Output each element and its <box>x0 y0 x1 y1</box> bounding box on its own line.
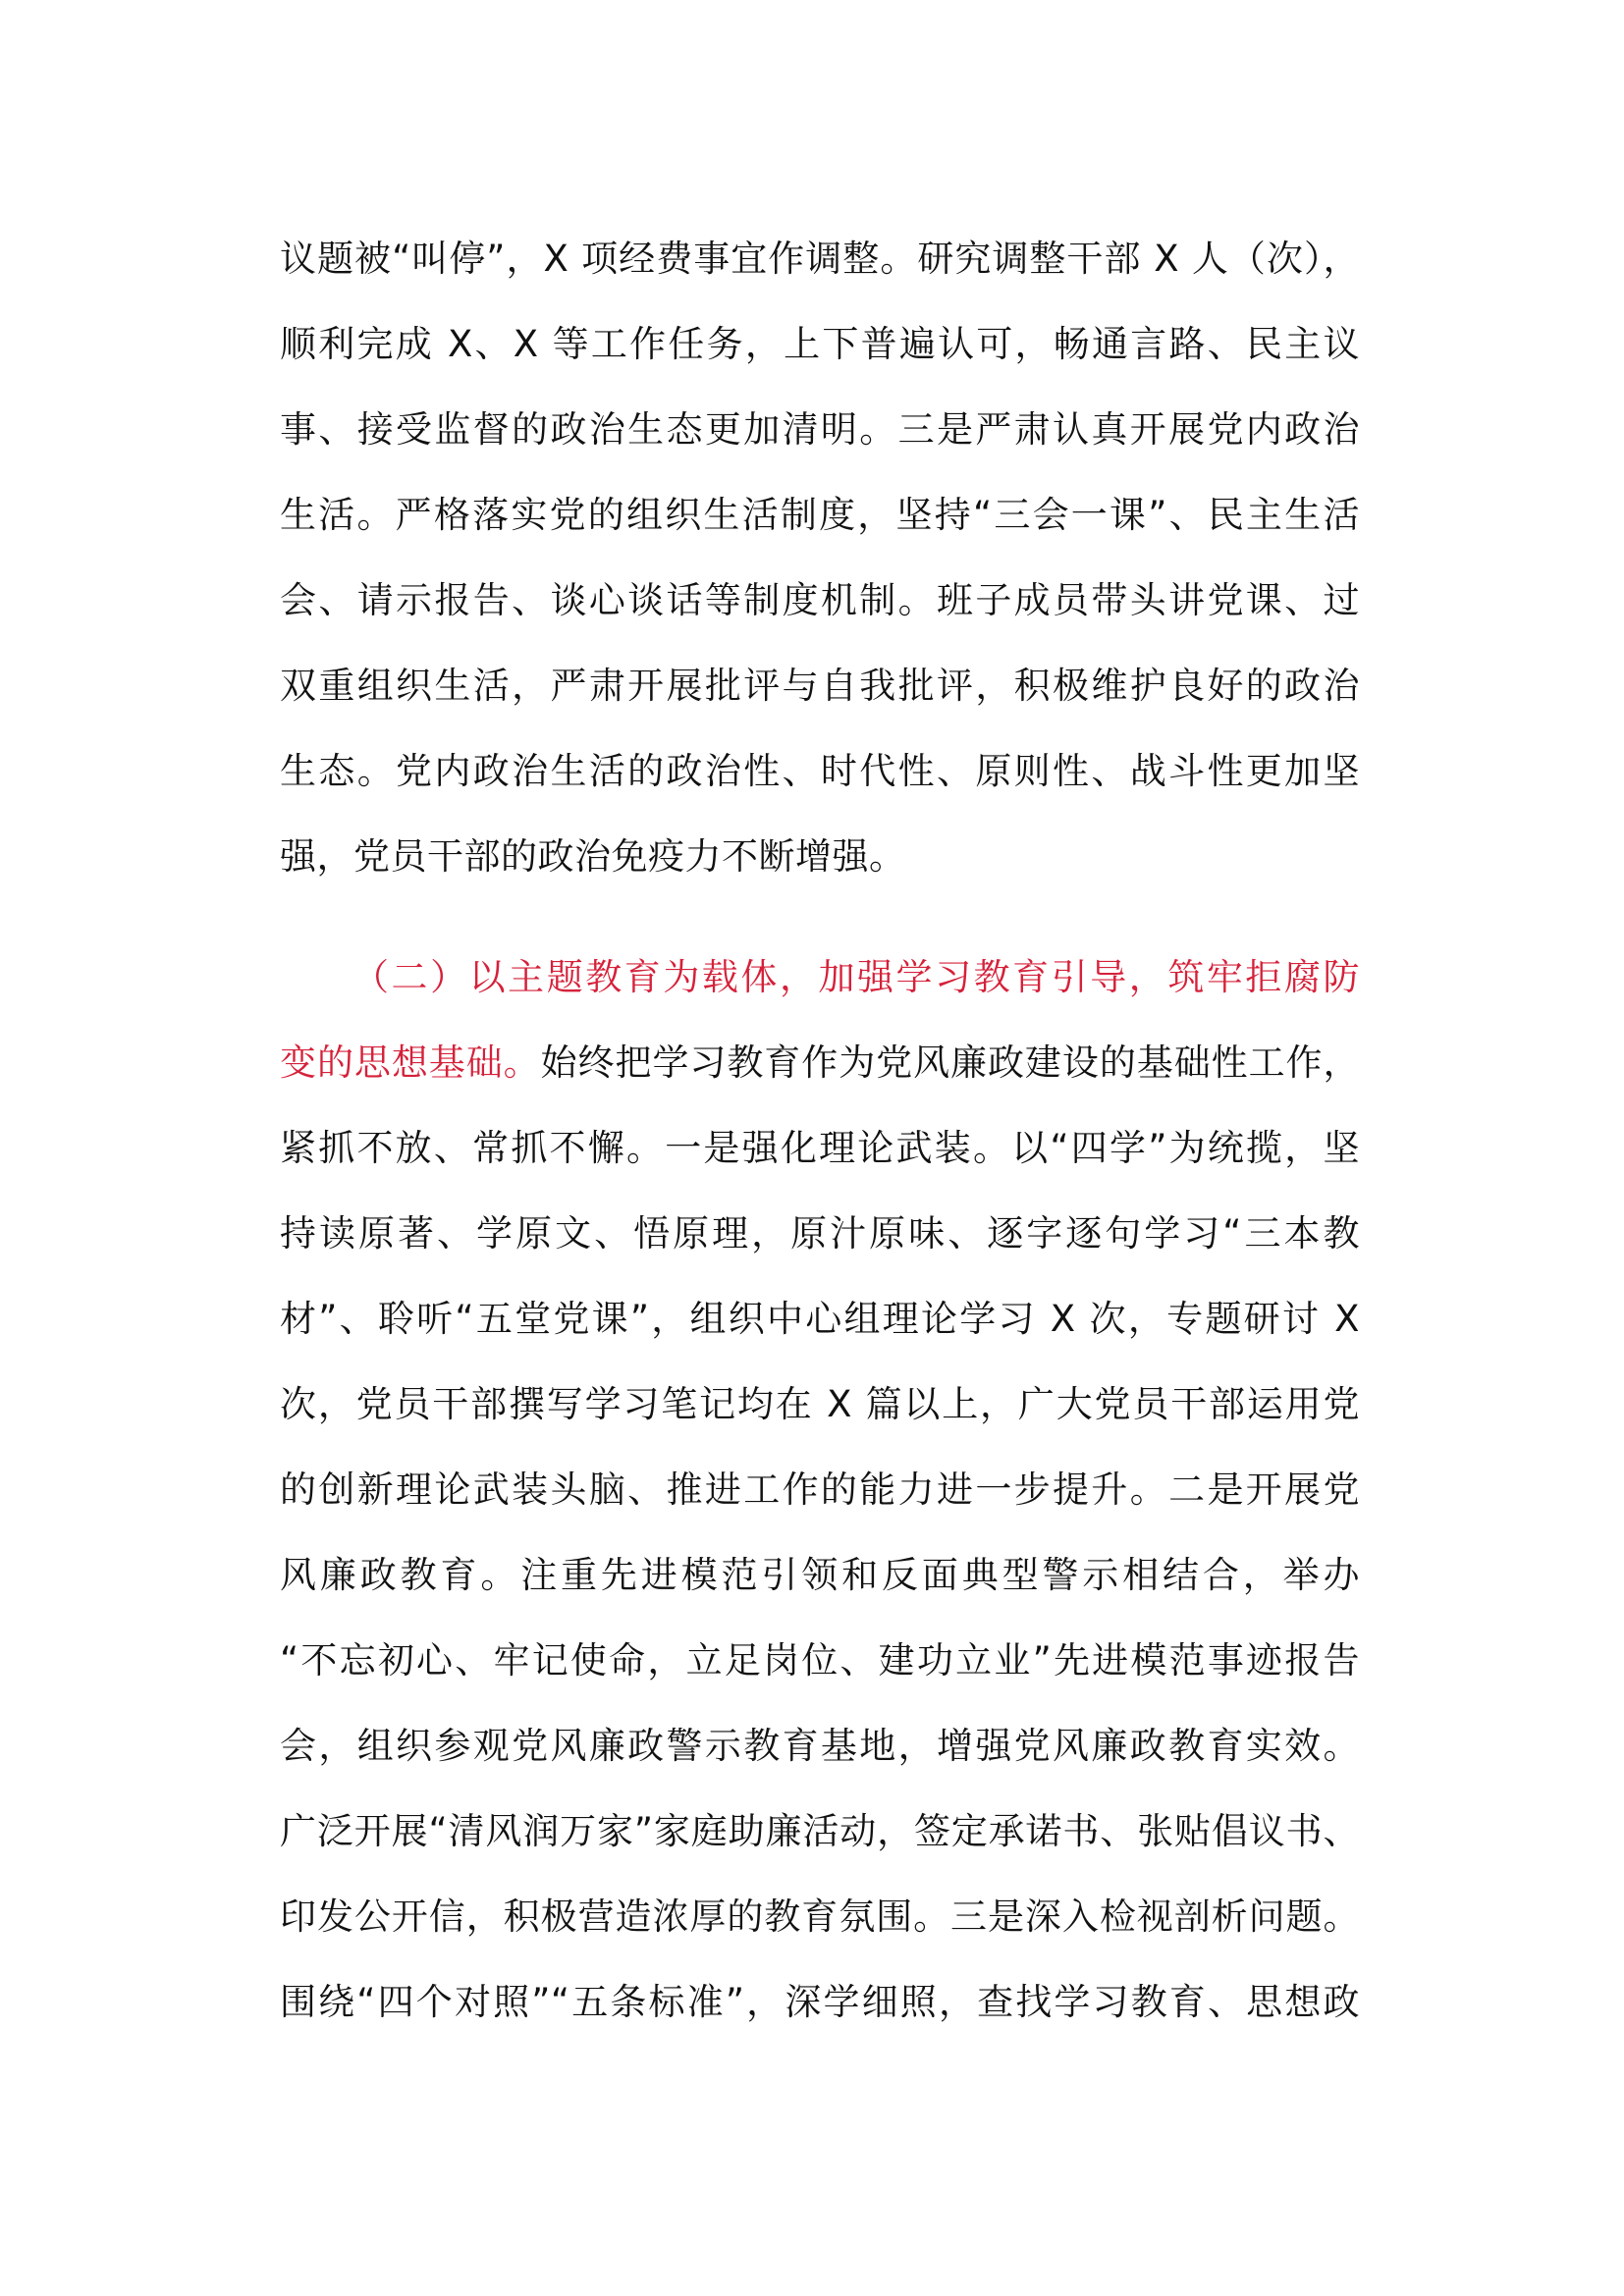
paragraph-line: 次，党员干部撰写学习笔记均在 X 篇以上，广大党员干部运用党 <box>280 1383 1360 1425</box>
heading-continuation-line <box>280 1020 1360 1105</box>
paragraph-line: 围绕“四个对照”“五条标准”，深学细照，查找学习教育、思想政 <box>280 1981 1360 2023</box>
paragraph-line: 材”、聆听“五堂党课”，组织中心组理论学习 X 次，专题研讨 X <box>280 1298 1360 1340</box>
paragraph-line: 会，组织参观党风廉政警示教育基地，增强党风廉政教育实效。 <box>280 1725 1360 1767</box>
paragraph-line: 紧抓不放、常抓不懈。一是强化理论武装。以“四学”为统揽，坚 <box>280 1127 1360 1169</box>
paragraph-line: 议题被“叫停”，X 项经费事宜作调整。研究调整干部 X 人（次）， <box>280 238 1360 280</box>
paragraph-line: 印发公开信，积极营造浓厚的教育氛围。三是深入检视剖析问题。 <box>280 1896 1360 1938</box>
paragraph-line: 双重组织生活，严肃开展批评与自我批评，积极维护良好的政治 <box>280 665 1360 707</box>
section-heading-line: （二）以主题教育为载体，加强学习教育引导，筑牢拒腐防 <box>352 956 1360 998</box>
paragraph-line: 生活。严格落实党的组织生活制度，坚持“三会一课”、民主生活 <box>280 494 1360 536</box>
paragraph-line: 强，党员干部的政治免疫力不断增强。 <box>280 835 906 878</box>
paragraph-line: 生态。党内政治生活的政治性、时代性、原则性、战斗性更加坚 <box>280 750 1360 792</box>
paragraph-line: 事、接受监督的政治生态更加清明。三是严肃认真开展党内政治 <box>280 408 1360 451</box>
paragraph-text: 始终把学习教育作为党风廉政建设的基础性工作， <box>540 1041 1360 1084</box>
paragraph-line: “不忘初心、牢记使命，立足岗位、建功立业”先进模范事迹报告 <box>280 1639 1360 1682</box>
paragraph-line: 会、请示报告、谈心谈话等制度机制。班子成员带头讲党课、过 <box>280 579 1360 621</box>
paragraph-line: 的创新理论武装头脑、推进工作的能力进一步提升。二是开展党 <box>280 1468 1360 1511</box>
paragraph-2 <box>280 934 1360 2045</box>
paragraph-line: 持读原著、学原文、悟原理，原汁原味、逐字逐句学习“三本教 <box>280 1212 1360 1255</box>
paragraph-line: 风廉政教育。注重先进模范引领和反面典型警示相结合，举办 <box>280 1554 1360 1596</box>
paragraph-1 <box>280 216 1360 899</box>
section-heading-end: 变的思想基础。 <box>280 1041 541 1084</box>
paragraph-line: 广泛开展“清风润万家”家庭助廉活动，签定承诺书、张贴倡议书、 <box>280 1810 1360 1852</box>
paragraph-line: 顺利完成 X、X 等工作任务，上下普遍认可，畅通言路、民主议 <box>280 323 1360 365</box>
